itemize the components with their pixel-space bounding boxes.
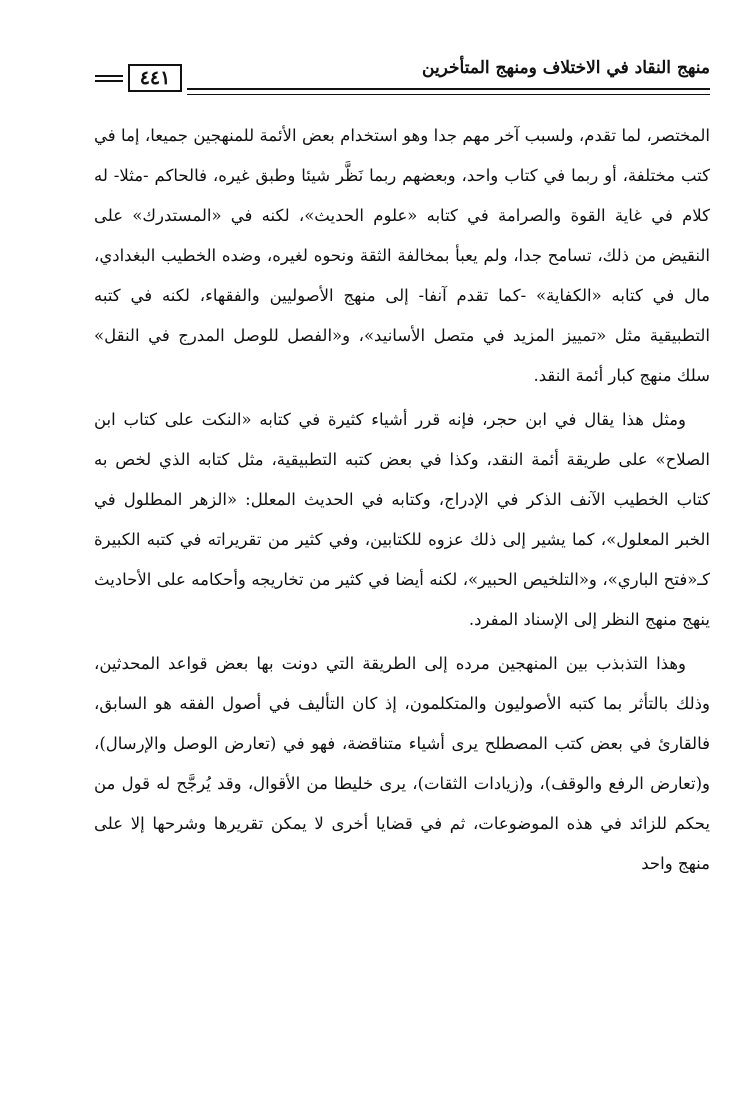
paragraph-2: ومثل هذا يقال في ابن حجر، فإنه قرر أشياء كثيرة في كتابه «النكت على كتاب ابن الصلاح» على طريقة أئمة النقد، وكذا في بعض كتبه التطبيقية، مثل كتابه الذي لخص به كتاب الخطيب الآنف الذكر في الإدراج، وكتابه في الحديث المعلل: «الزهر المطلول في الخبر المعلول»، كما يشير إلى ذلك عزوه للكتابين، وفي كثير من تقريراته في كتبه الكبيرة كـ«فتح الباري»، و«التلخيص الحبير»، لكنه أيضا في كثير من تخاريجه وأحكامه على الأحاديث ينهج منهج النظر إلى الإسناد المفرد. [94, 410, 710, 629]
header-ornament [95, 75, 123, 82]
header-rule [187, 88, 710, 95]
page-body [94, 116, 710, 884]
paragraph-1: المختصر، لما تقدم، ولسبب آخر مهم جدا وهو استخدام بعض الأئمة للمنهجين جميعا، إما في كتب مختلفة، أو ربما في كتاب واحد، وبعضهم ربما نَظَّر شيئا وطبق غيره، فالحاكم -مثلا- له كلام في غاية القوة والصرامة في كتابه «علوم الحديث»، لكنه في «المستدرك» على النقيض من ذلك، تسامح جدا، ولم يعبأ بمخالفة الثقة ونحوه لغيره، وضده الخطيب البغدادي، مال في كتابه «الكفاية» -كما تقدم آنفا- إلى منهج الأصوليين والفقهاء، لكنه في كتبه التطبيقية مثل «تمييز المزيد في متصل الأسانيد»، و«الفصل للوصل المدرج في النقل» سلك منهج كبار أئمة النقد. [94, 126, 710, 385]
page-header [95, 58, 710, 98]
paragraph-3: وهذا التذبذب بين المنهجين مرده إلى الطريقة التي دونت بها بعض قواعد المحدثين، وذلك بالتأثر بما كتبه الأصوليون والمتكلمون، إذ كان التأليف في أصول الفقه هو السابق، فالقارئ في بعض كتب المصطلح يرى أشياء متناقضة، فهو في (تعارض الوصل والإرسال)، و(تعارض الرفع والوقف)، و(زيادات الثقات)، يرى خليطا من الأقوال، وقد يُرجَّح له قول من يحكم للزائد في هذه الموضوعات، ثم في قضايا أخرى لا يمكن تقريرها وشرحها إلا على منهج واحد [94, 654, 710, 873]
running-title: منهج النقاد في الاختلاف ومنهج المتأخرين [422, 58, 710, 78]
page-number: ٤٤١ [128, 64, 182, 92]
